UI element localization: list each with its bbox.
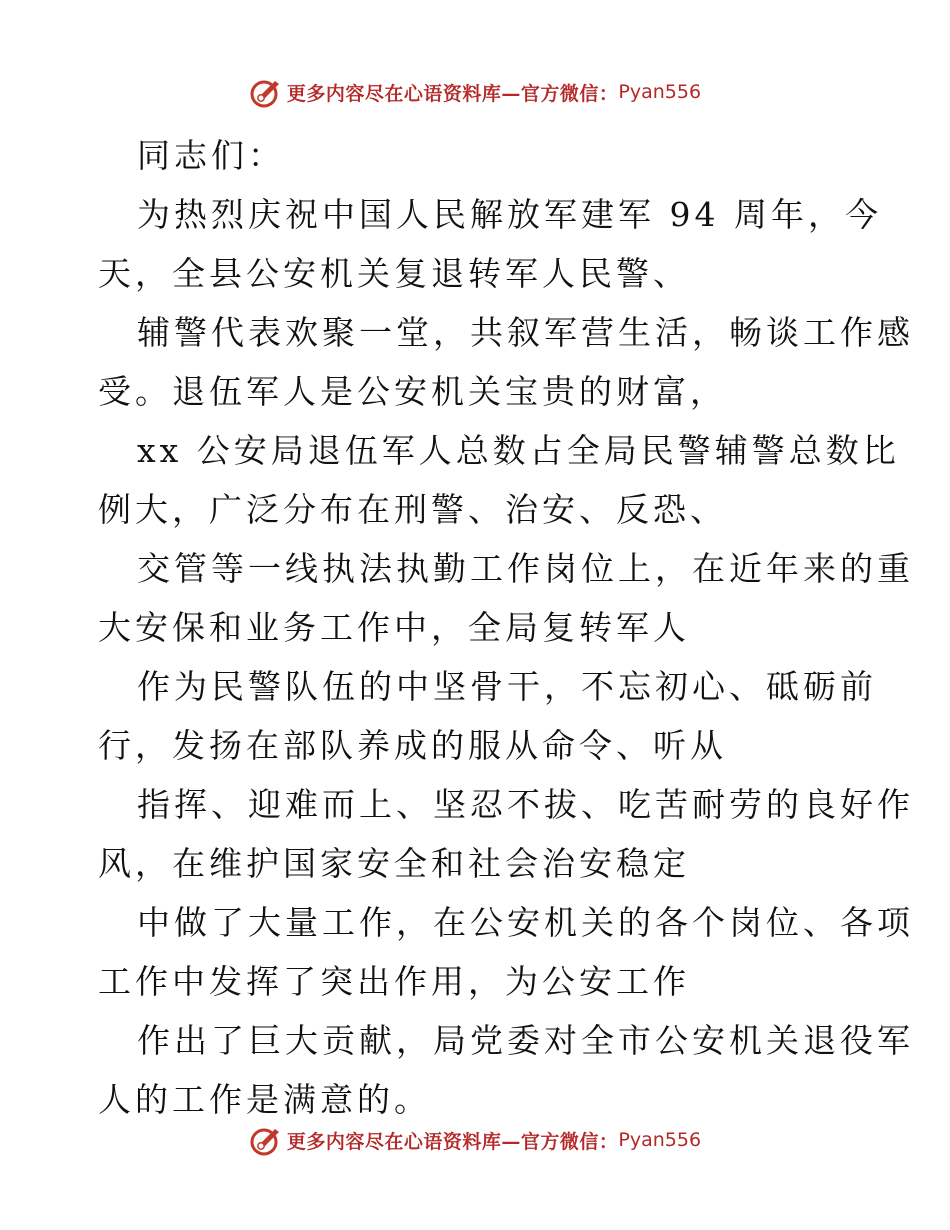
text-line: 作为民警队伍的中坚骨干，不忘初心、砥砺前 [137,667,877,706]
banner-wechat-id: Pyan556 [618,1129,702,1151]
text-line: 人的工作是满意的。 [98,1080,431,1119]
text-line: 辅警代表欢聚一堂，共叙军营生活，畅谈工作感 [137,313,914,352]
header-watermark-banner [0,72,950,112]
text-line: 中做了大量工作，在公安机关的各个岗位、各项 [137,903,914,942]
footer-watermark-banner [0,1120,950,1160]
text-line: 为热烈庆祝中国人民解放军建军 94 周年，今 [137,195,882,234]
text-line: xx 公安局退伍军人总数占全局民警辅警总数比 [137,431,900,470]
text-line: 交管等一线执法执勤工作岗位上，在近年来的重 [137,549,914,588]
text-line: 作出了巨大贡献，局党委对全市公安机关退役军 [137,1021,914,1060]
brush-logo-icon [249,75,283,109]
text-line: 工作中发挥了突出作用，为公安工作 [98,962,690,1001]
text-line: 天，全县公安机关复退转军人民警、 [98,254,690,293]
banner-text: 更多内容尽在心语资料库—官方微信： [286,1130,619,1153]
text-line: 大安保和业务工作中，全局复转军人 [98,608,690,647]
text-line: 例大，广泛分布在刑警、治安、反恐、 [98,490,727,529]
document-body [98,126,914,1129]
text-line: 同志们： [137,136,285,175]
text-line: 行，发扬在部队养成的服从命令、听从 [98,726,727,765]
text-line: 受。退伍军人是公安机关宝贵的财富， [98,372,727,411]
brush-logo-icon [249,1123,283,1157]
banner-wechat-id: Pyan556 [618,81,702,103]
banner-text: 更多内容尽在心语资料库—官方微信： [286,82,619,105]
text-line: 指挥、迎难而上、坚忍不拔、吃苦耐劳的良好作 [137,785,914,824]
text-line: 风，在维护国家安全和社会治安稳定 [98,844,690,883]
